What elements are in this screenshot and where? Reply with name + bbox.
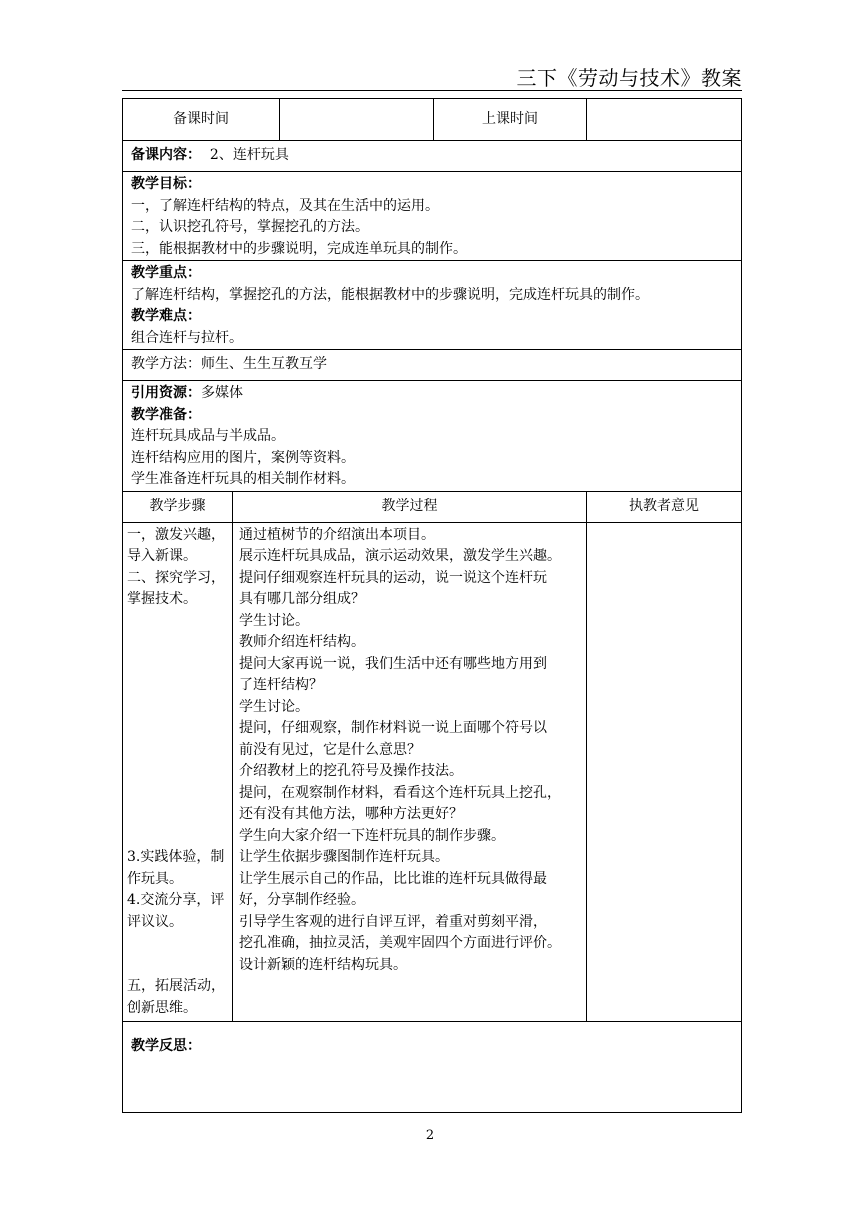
reflection-cell (123, 1022, 742, 1113)
key-points-cell (123, 261, 742, 350)
reflection-label: 教学反思： (131, 1038, 201, 1054)
class-time-label: 上课时间 (434, 99, 587, 141)
method-row (123, 350, 742, 381)
meta-row (123, 99, 742, 141)
step-line: 一，激发兴趣， (127, 526, 225, 543)
process-cell (233, 522, 587, 1022)
process-line: 提问仔细观察连杆玩具的运动，说一说这个连杆玩 (239, 569, 547, 586)
prep-time-value (280, 99, 434, 141)
key-points-row (123, 261, 742, 350)
resources-label: 引用资源： (131, 385, 201, 401)
process-line: 提问，在观察制作材料，看看这个连杆玩具上挖孔， (239, 784, 561, 801)
step-line (127, 740, 228, 762)
difficulty-label: 教学难点： (131, 308, 201, 324)
step-line: 作玩具。 (127, 870, 183, 887)
step-line (127, 955, 228, 977)
process-line: 了连杆结构？ (239, 677, 323, 693)
step-line: 二、探究学习， (127, 569, 225, 586)
prep-item: 连杆玩具成品与半成品。 (131, 428, 285, 444)
process-row (123, 522, 742, 1022)
objectives-cell (123, 172, 742, 261)
step-line (127, 675, 228, 697)
process-line: 挖孔准确，抽拉灵活，美观牢固四个方面进行评价。 (239, 935, 561, 951)
key-points-text: 了解连杆结构，掌握挖孔的方法，能根据教材中的步骤说明，完成连杆玩具的制作。 (131, 286, 649, 303)
column-header-opinion: 执教者意见 (587, 491, 742, 522)
content-label: 备课内容： (131, 147, 201, 164)
objectives-row (123, 172, 742, 261)
objective-item: 一，了解连杆结构的特点，及其在生活中的运用。 (131, 197, 439, 214)
step-line: 导入新课。 (127, 548, 197, 564)
column-header-steps: 教学步骤 (123, 491, 233, 522)
step-line (127, 783, 228, 805)
process-line: 好，分享制作经验。 (239, 892, 365, 908)
process-line: 学生向大家介绍一下连杆玩具的制作步骤。 (239, 827, 505, 844)
columns-header-row (123, 491, 742, 522)
prep-item: 连杆结构应用的图片，案例等资料。 (131, 449, 355, 466)
step-line (127, 611, 228, 633)
steps-cell (123, 522, 233, 1022)
process-line: 学生讨论。 (239, 698, 309, 715)
process-line: 具有哪几部分组成？ (239, 591, 365, 607)
process-list (239, 525, 580, 977)
steps-list (127, 525, 228, 1020)
step-line: 3.实践体验，制 (127, 849, 225, 865)
process-line: 让学生依据步骤图制作连杆玩具。 (239, 849, 449, 865)
process-line: 前没有见过，它是什么意思？ (239, 741, 421, 758)
step-line (127, 654, 228, 676)
resources-cell (123, 381, 742, 492)
prep-item: 学生准备连杆玩具的相关制作材料。 (131, 471, 355, 487)
step-line: 4.交流分享，评 (127, 892, 225, 908)
process-line: 还有没有其他方法，哪种方法更好？ (239, 806, 463, 822)
opinion-cell (587, 522, 742, 1022)
step-line (127, 826, 228, 848)
process-line: 设计新颖的连杆结构玩具。 (239, 956, 407, 973)
step-line: 评议议。 (127, 913, 183, 930)
process-line: 引导学生客观的进行自评互评，着重对剪刻平滑， (239, 913, 547, 930)
content-cell (123, 141, 742, 172)
process-line: 提问，仔细观察，制作材料说一说上面哪个符号以 (239, 720, 547, 736)
document-header-title: 三下《劳动与技术》教案 (516, 66, 742, 90)
content-row (123, 141, 742, 172)
process-line: 学生讨论。 (239, 612, 309, 629)
process-line: 教师介绍连杆结构。 (239, 634, 365, 650)
objective-item: 三，能根据教材中的步骤说明，完成连单玩具的制作。 (131, 240, 467, 257)
prep-label: 教学准备： (131, 406, 201, 423)
process-line: 展示连杆玩具成品，演示运动效果，激发学生兴趣。 (239, 548, 561, 564)
step-line (127, 761, 228, 783)
method-cell: 教学方法：师生、生生互教互学 (123, 350, 742, 381)
reflection-row (123, 1022, 742, 1113)
step-line: 掌握技术。 (127, 591, 197, 607)
step-line (127, 933, 228, 955)
process-line: 提问大家再说一说，我们生活中还有哪些地方用到 (239, 655, 547, 672)
process-line: 让学生展示自己的作品，比比谁的连杆玩具做得最 (239, 870, 547, 887)
process-line: 介绍教材上的挖孔符号及操作技法。 (239, 763, 463, 779)
header-rule (122, 90, 742, 91)
lesson-plan-table (122, 98, 742, 1113)
page-number: 2 (425, 1128, 435, 1143)
content-value: 2、连杆玩具 (209, 147, 289, 164)
step-line: 创新思维。 (127, 999, 197, 1016)
resources-value: 多媒体 (201, 385, 243, 401)
process-line: 通过植树节的介绍演出本项目。 (239, 526, 435, 543)
step-line (127, 632, 228, 654)
objective-item: 二，认识挖孔符号，掌握挖孔的方法。 (131, 219, 369, 235)
step-line (127, 804, 228, 826)
resources-row (123, 381, 742, 492)
step-line: 五，拓展活动， (127, 978, 225, 994)
difficulty-text: 组合连杆与拉杆。 (131, 329, 243, 346)
step-line (127, 718, 228, 740)
step-line (127, 697, 228, 719)
objectives-label: 教学目标： (131, 176, 201, 192)
prep-time-label: 备课时间 (123, 99, 280, 141)
column-header-process: 教学过程 (233, 491, 587, 522)
key-points-label: 教学重点： (131, 265, 201, 281)
class-time-value (587, 99, 742, 141)
